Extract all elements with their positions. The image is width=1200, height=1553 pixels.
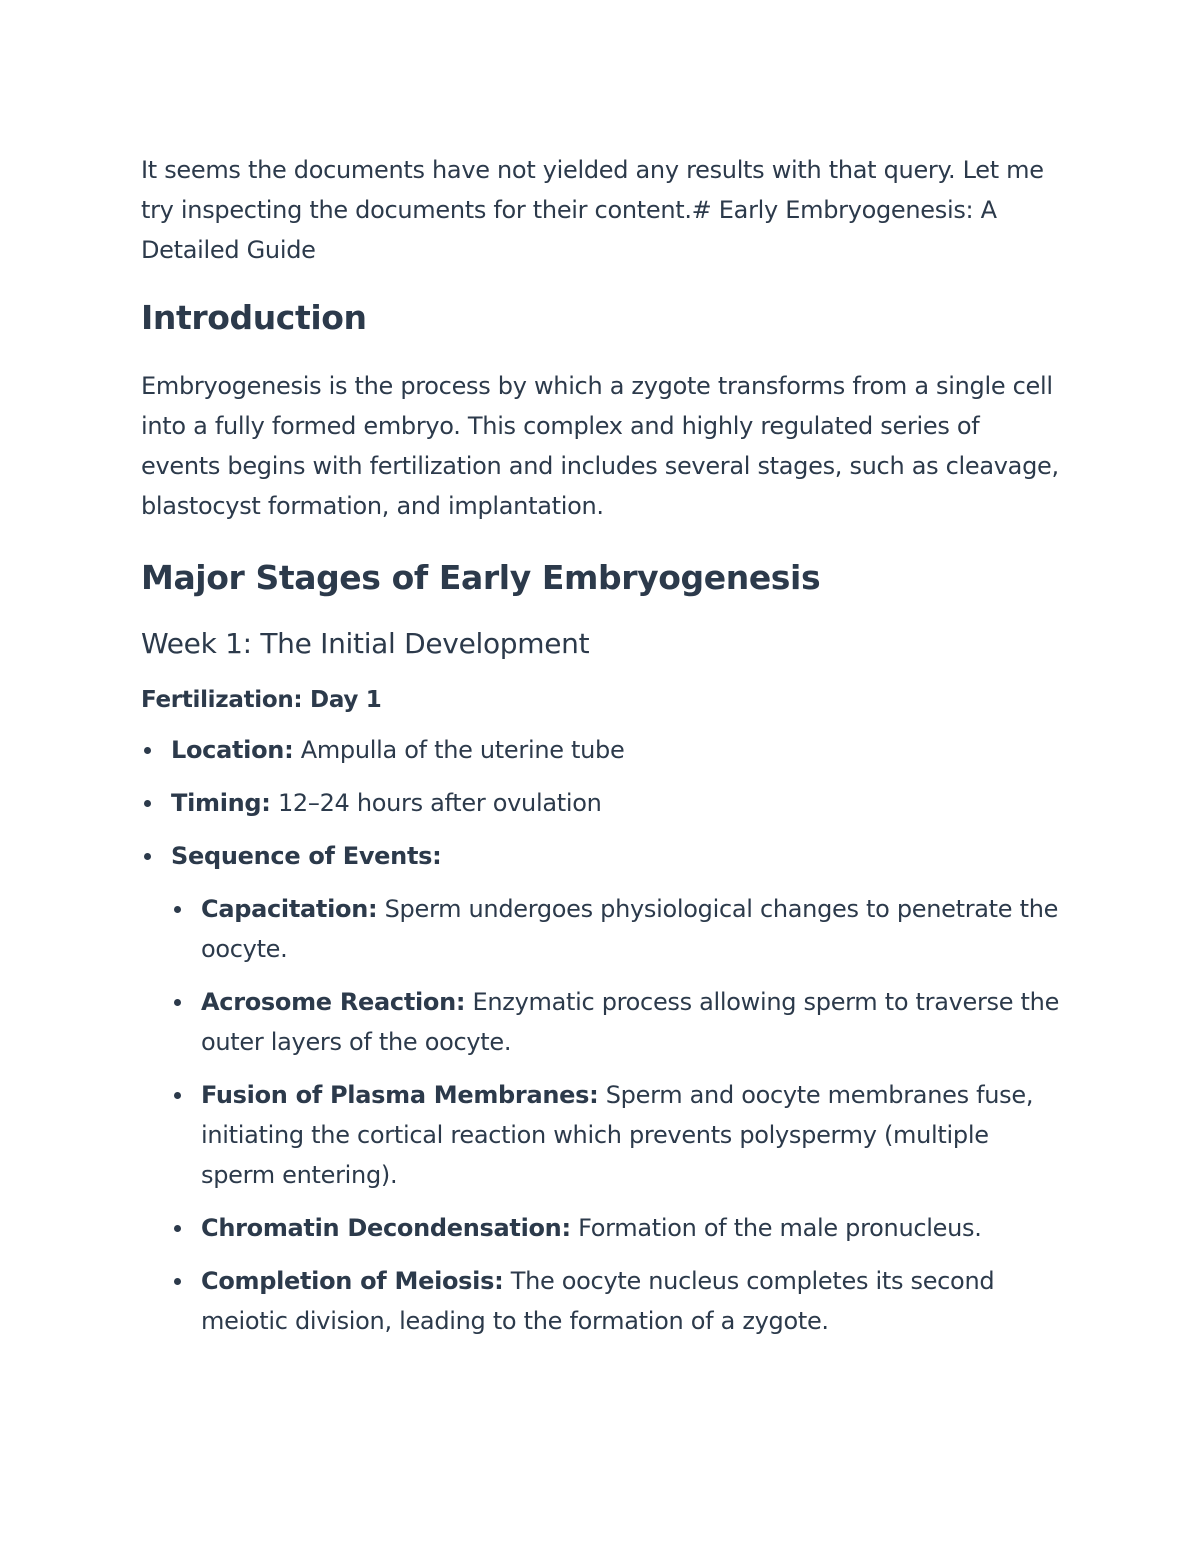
- sublist-item-label: Acrosome Reaction:: [201, 988, 466, 1016]
- intro-note: It seems the documents have not yielded any results with that query. Let me try inspecting the documents for their content.# Early Embryogenesis: A Detailed Guide: [141, 156, 1044, 264]
- sublist-item-completion-of-meiosis: [171, 1261, 1061, 1341]
- major-stages-heading: Major Stages of Early Embryogenesis: [141, 558, 821, 597]
- list-item-label: Timing:: [171, 789, 271, 817]
- list-item-text: Ampulla of the uterine tube: [293, 736, 625, 764]
- sublist-item-text: Sperm undergoes physiological changes to penetrate the oocyte.: [201, 895, 1059, 963]
- sublist-item-label: Capacitation:: [201, 895, 378, 923]
- list-item-text: 12–24 hours after ovulation: [270, 789, 602, 817]
- list-item-sequence-of-events: [141, 836, 1061, 1341]
- sublist-item-capacitation: [171, 889, 1061, 969]
- week1-heading: Week 1: The Initial Development: [141, 627, 590, 660]
- sublist-item-text: Formation of the male pronucleus.: [570, 1214, 982, 1242]
- sublist-item-label: Fusion of Plasma Membranes:: [201, 1081, 599, 1109]
- sequence-sublist: [171, 889, 1061, 1341]
- sublist-item-chromatin-decondensation: [171, 1208, 1061, 1248]
- fertilization-list: [141, 730, 1061, 1341]
- introduction-heading: Introduction: [141, 298, 367, 337]
- list-item-label: Sequence of Events:: [171, 842, 442, 870]
- list-item-location: [141, 730, 1061, 770]
- sublist-item-fusion-of-plasma-membranes: [171, 1075, 1061, 1195]
- sublist-item-text: Sperm and oocyte membranes fuse, initiating the cortical reaction which prevents polyspermy (multiple sperm entering).: [201, 1081, 1034, 1189]
- sublist-item-text: Enzymatic process allowing sperm to traverse the outer layers of the oocyte.: [201, 988, 1060, 1056]
- list-item-label: Location:: [171, 736, 294, 764]
- sublist-item-text: The oocyte nucleus completes its second meiotic division, leading to the formation of a zygote.: [201, 1267, 995, 1335]
- introduction-paragraph: Embryogenesis is the process by which a zygote transforms from a single cell into a fully formed embryo. This complex and highly regulated series of events begins with fertilization and includes several stages, such as cleavage, blastocyst formation, and implantation.: [141, 372, 1059, 520]
- document-page: [141, 150, 1061, 1354]
- list-item-timing: [141, 783, 1061, 823]
- sublist-item-label: Completion of Meiosis:: [201, 1267, 504, 1295]
- sublist-item-acrosome-reaction: [171, 982, 1061, 1062]
- sublist-item-label: Chromatin Decondensation:: [201, 1214, 571, 1242]
- fertilization-heading: Fertilization: Day 1: [141, 687, 382, 713]
